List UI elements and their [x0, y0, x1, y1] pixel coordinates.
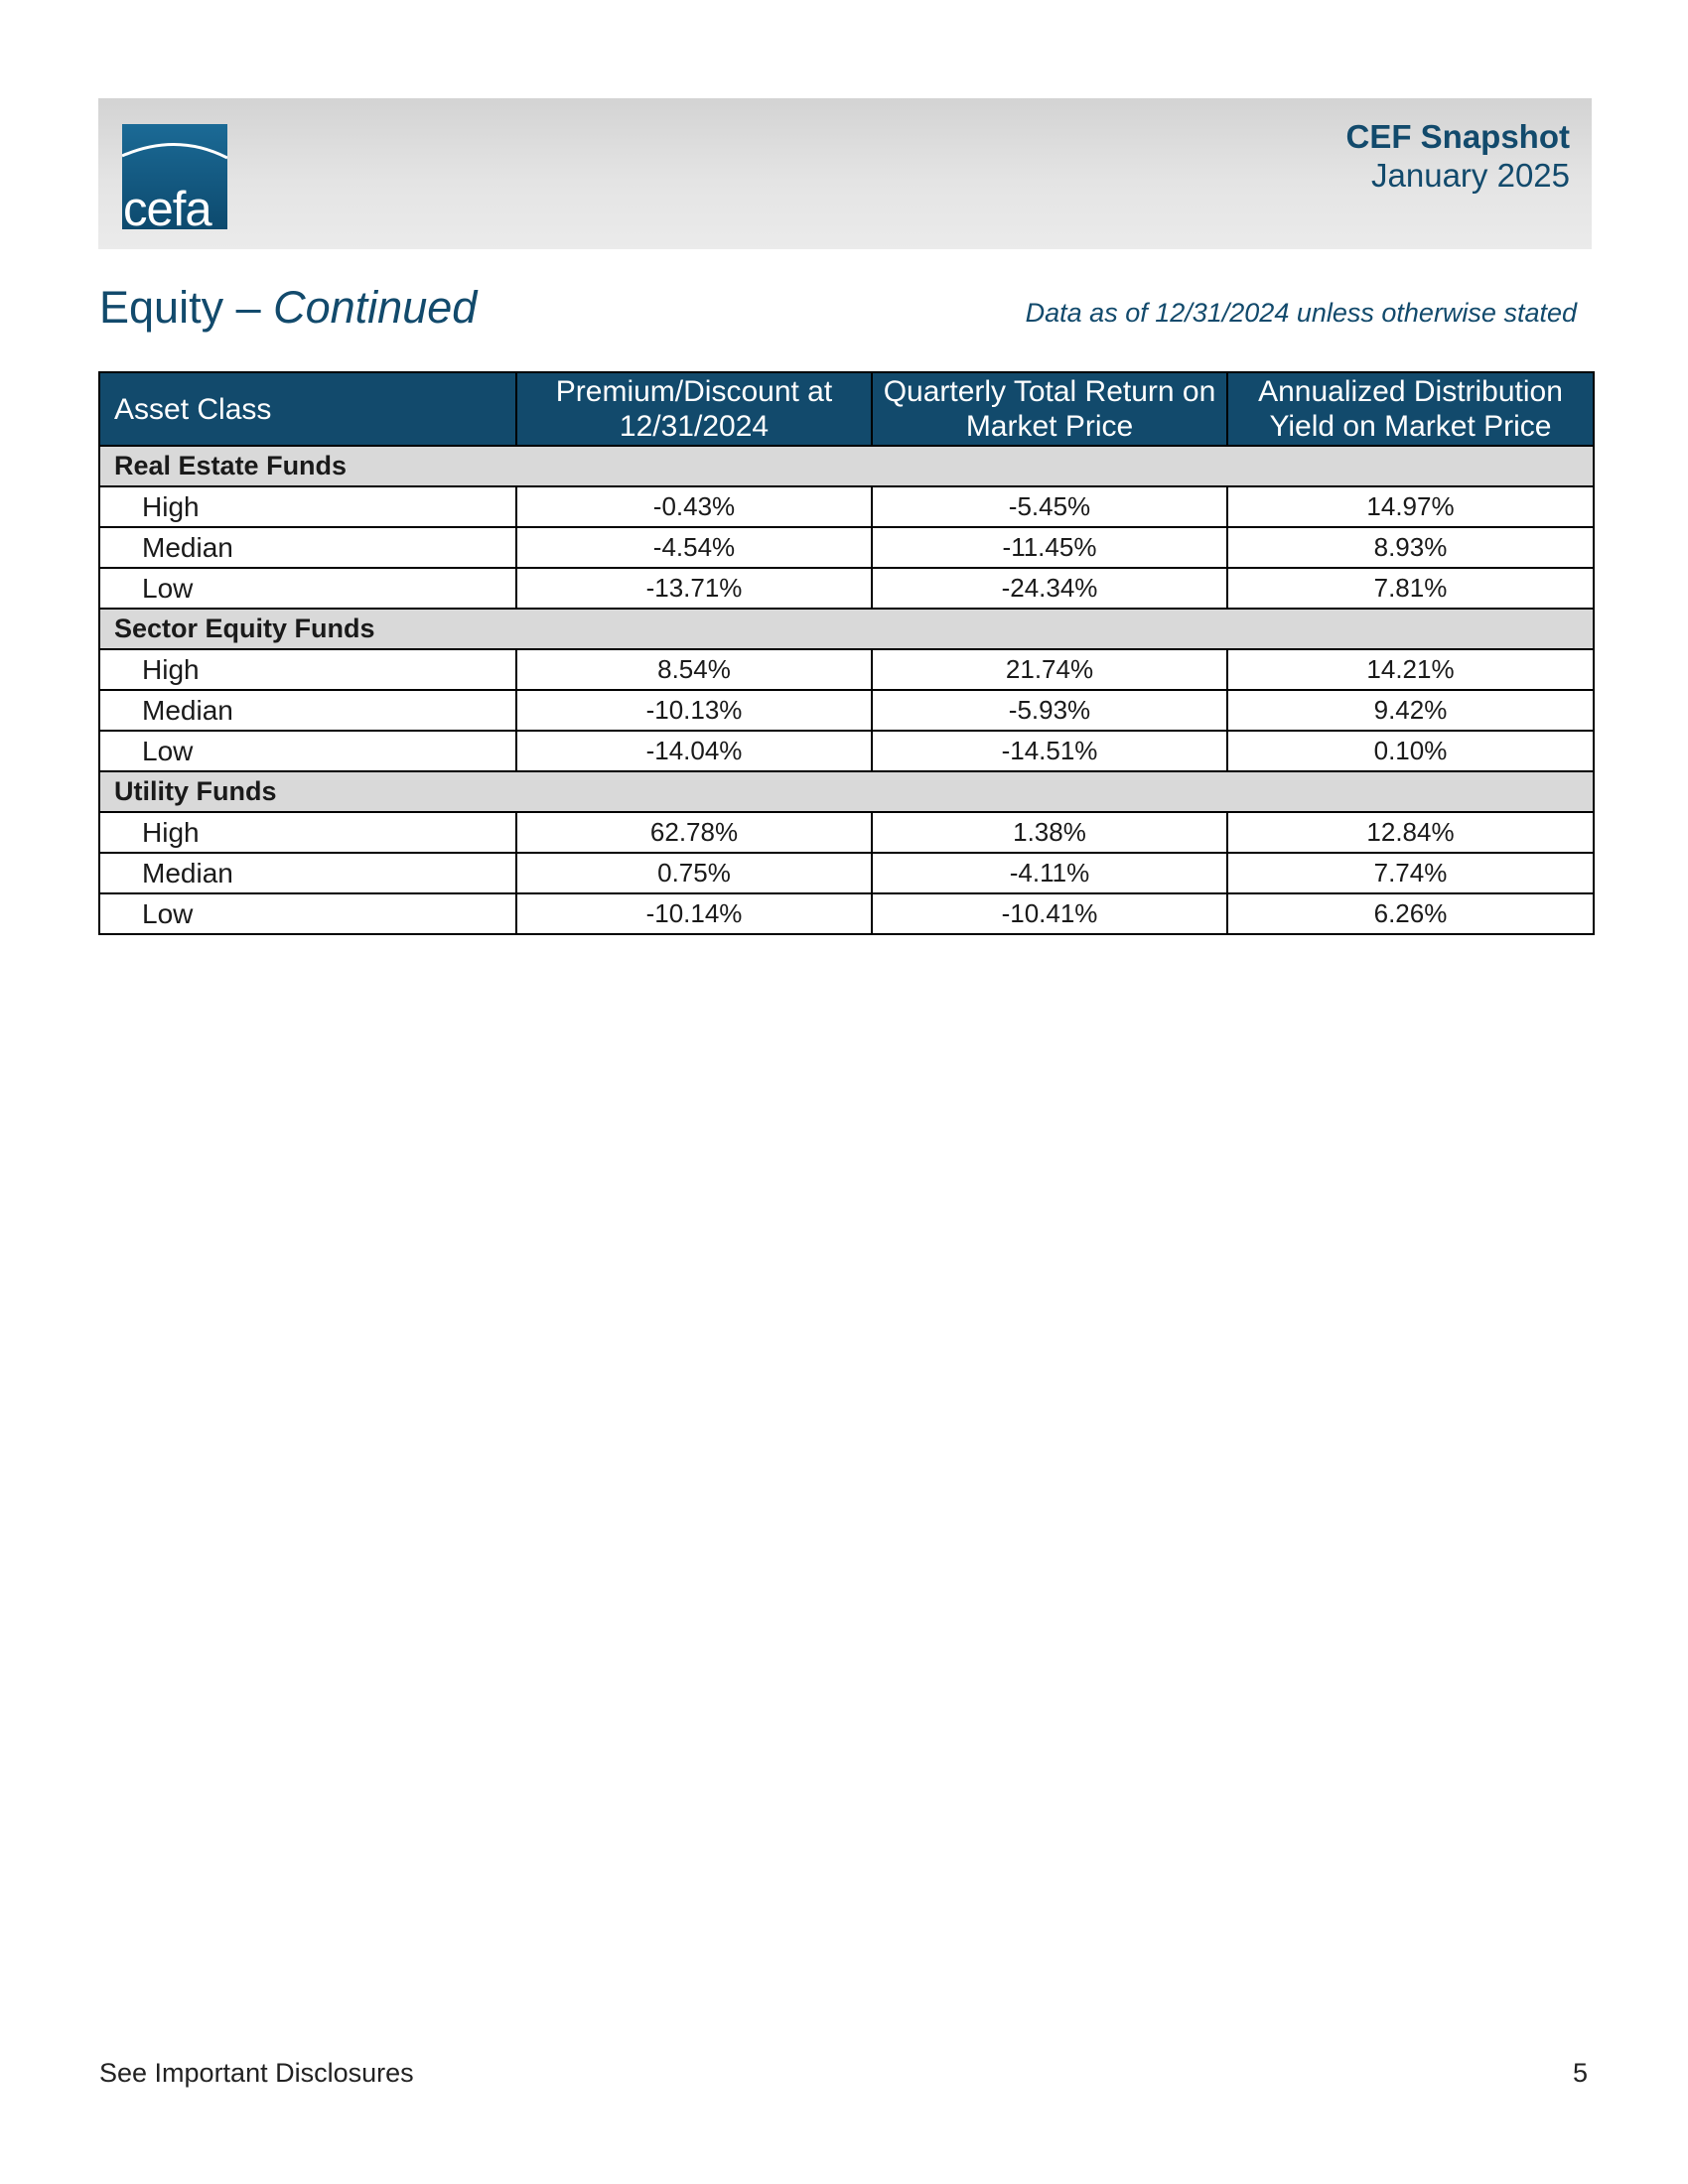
disclosures-note: See Important Disclosures — [99, 2058, 414, 2088]
table-row — [99, 649, 1594, 690]
row-label: Low — [99, 731, 516, 771]
row-label: Median — [99, 527, 516, 568]
table-cell: -0.43% — [516, 486, 872, 527]
table-row — [99, 853, 1594, 893]
data-as-of-note: Data as of 12/31/2024 unless otherwise stated — [1025, 298, 1577, 328]
table-cell: 0.75% — [516, 853, 872, 893]
table-cell: 0.10% — [1227, 731, 1594, 771]
table-row — [99, 731, 1594, 771]
table-row — [99, 486, 1594, 527]
table-row — [99, 812, 1594, 853]
table-cell: -5.93% — [872, 690, 1227, 731]
section-title-continued: Continued — [273, 282, 478, 333]
equity-snapshot-table — [98, 371, 1595, 935]
table-cell: -4.11% — [872, 853, 1227, 893]
row-label: Low — [99, 568, 516, 609]
table-row — [99, 690, 1594, 731]
table-cell: 8.54% — [516, 649, 872, 690]
table-cell: 14.97% — [1227, 486, 1594, 527]
logo-wordmark: cefa — [123, 183, 211, 229]
column-header-premium-discount: Premium/Discount at 12/31/2024 — [516, 372, 872, 446]
table-cell: 7.74% — [1227, 853, 1594, 893]
table-cell: 7.81% — [1227, 568, 1594, 609]
section-title-main: Equity – — [99, 282, 274, 333]
table-cell: -13.71% — [516, 568, 872, 609]
table-cell: 8.93% — [1227, 527, 1594, 568]
group-row-real-estate — [99, 446, 1594, 486]
row-label: Median — [99, 853, 516, 893]
row-label: High — [99, 486, 516, 527]
section-title — [99, 282, 477, 334]
table-row — [99, 527, 1594, 568]
table-row — [99, 893, 1594, 934]
table-cell: -5.45% — [872, 486, 1227, 527]
table-cell: 9.42% — [1227, 690, 1594, 731]
group-row-sector-equity — [99, 609, 1594, 649]
column-header-quarterly-return: Quarterly Total Return on Market Price — [872, 372, 1227, 446]
table-cell: 14.21% — [1227, 649, 1594, 690]
table-cell: 1.38% — [872, 812, 1227, 853]
row-label: High — [99, 812, 516, 853]
row-label: High — [99, 649, 516, 690]
table-cell: -4.54% — [516, 527, 872, 568]
group-label: Sector Equity Funds — [99, 609, 1594, 649]
group-label: Real Estate Funds — [99, 446, 1594, 486]
report-title: CEF Snapshot — [1345, 118, 1570, 155]
cefa-logo — [122, 124, 227, 229]
report-date: January 2025 — [1371, 157, 1570, 194]
group-row-utility — [99, 771, 1594, 812]
table-cell: -10.41% — [872, 893, 1227, 934]
column-header-asset-class: Asset Class — [99, 372, 516, 446]
table-cell: -10.14% — [516, 893, 872, 934]
table-cell: 6.26% — [1227, 893, 1594, 934]
table-cell: 21.74% — [872, 649, 1227, 690]
row-label: Median — [99, 690, 516, 731]
table-cell: 12.84% — [1227, 812, 1594, 853]
page-header — [98, 98, 1592, 249]
table-cell: -14.51% — [872, 731, 1227, 771]
table-row — [99, 568, 1594, 609]
group-label: Utility Funds — [99, 771, 1594, 812]
column-header-distribution-yield: Annualized Distribution Yield on Market Price — [1227, 372, 1594, 446]
table-cell: -11.45% — [872, 527, 1227, 568]
page-number: 5 — [1573, 2058, 1589, 2088]
table-cell: -10.13% — [516, 690, 872, 731]
table-header-row — [99, 372, 1594, 446]
table-cell: -14.04% — [516, 731, 872, 771]
table-cell: 62.78% — [516, 812, 872, 853]
row-label: Low — [99, 893, 516, 934]
table-cell: -24.34% — [872, 568, 1227, 609]
